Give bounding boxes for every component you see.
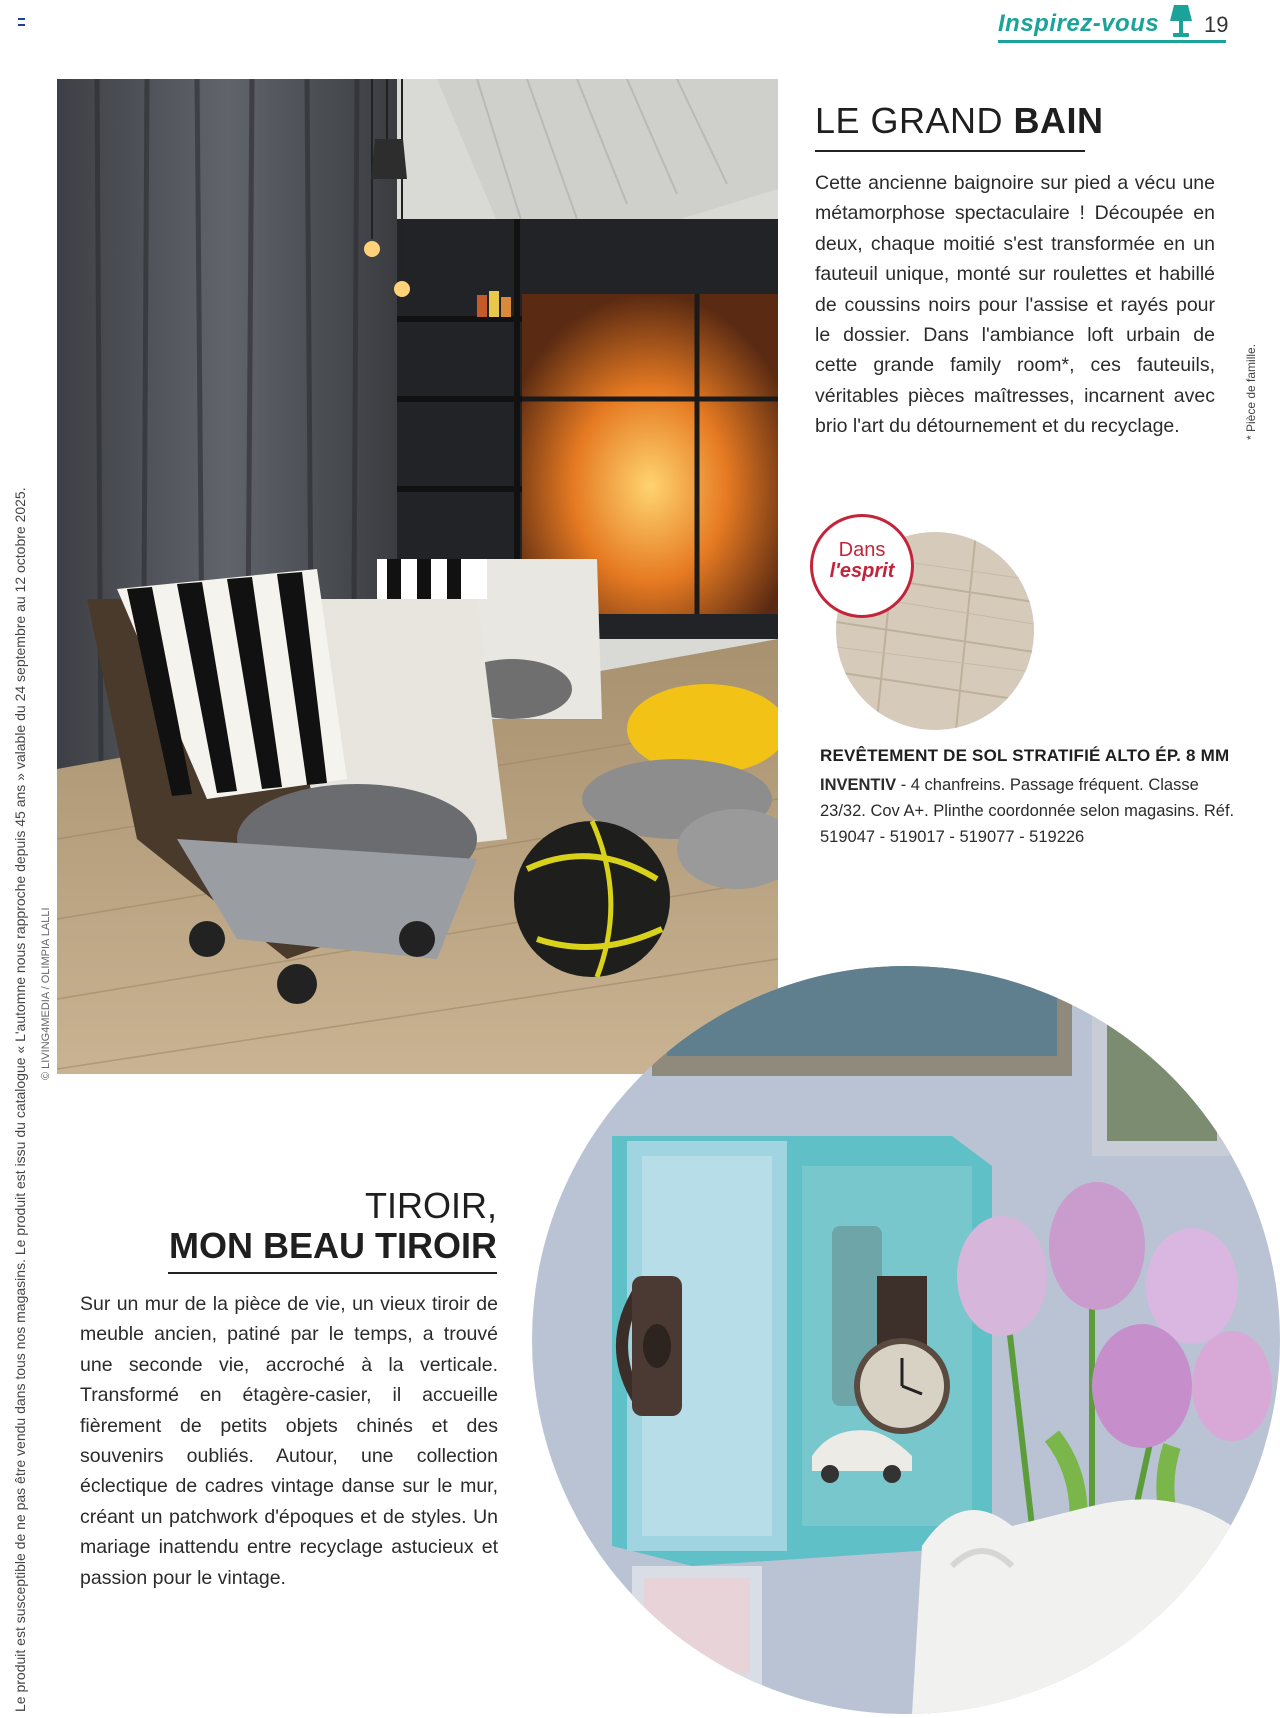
tiroir-body: Sur un mur de la pièce de vie, un vieux tiroir de meuble ancien, patiné par le temps, a trouvé une seconde vie, accroché à la verticale. Transformé en étagère-casier, il accueille fièrement de petits objets chinés et des souvenirs oubliés. Autour, une collection éclectique de cadres vintage danse sur le mur, créant un patchwork d'époques et de styles. Un mariage inattendu entre recyclage astucieux et passion pour le vintage. — [80, 1293, 498, 1589]
brand-mark-icon — [18, 18, 25, 26]
vintage-drawer-photo — [532, 966, 1280, 1714]
footnote: * Pièce de famille. — [1244, 343, 1258, 440]
product-description — [820, 772, 1240, 850]
photo-credit-main: © LIVING4MEDIA / OLIMPIA LALLI — [40, 907, 52, 1080]
badge-line-2: l'esprit — [829, 560, 895, 582]
product-details: - 4 chanfreins. Passage fréquent. Classe 23/32. Cov A+. Plinthe coordonnée selon magasins. Réf. 519047 - 519017 - 519077 - 519226 — [820, 776, 1235, 846]
grand-bain-title-rule — [815, 150, 1085, 152]
grand-bain-title: LE GRAND BAIN — [815, 100, 1104, 141]
product-brand: INVENTIV — [820, 776, 897, 794]
tiroir-title — [100, 1186, 497, 1266]
section-title-underline — [998, 40, 1226, 43]
product-title: REVÊTEMENT DE SOL STRATIFIÉ ALTO ÉP. 8 MM — [820, 746, 1230, 765]
badge-line-1: Dans — [838, 539, 886, 561]
grand-bain-body: Cette ancienne baignoire sur pied a vécu une métamorphose spectaculaire ! Découpée en deux, chaque moitié s'est transformée en un fauteuil unique, monté sur roulettes et habillé de coussins noirs pour l'assise et rayés pour le dossier. Dans l'ambiance loft urbain de cette grande family room*, ces fauteuils, véritables pièces maîtresses, incarnent avec brio l'art du détournement et du recyclage. — [815, 172, 1215, 438]
bathtub-armchair-photo — [57, 79, 778, 1074]
tiroir-title-line-2: MON BEAU TIROIR — [169, 1225, 497, 1266]
legal-disclaimer: Le produit est susceptible de ne pas être vendu dans tous nos magasins. Le produit est issu du catalogue « L'automne nous rapproche depuis 45 ans » valable du 24 septembre au 12 octobre 2025. — [12, 487, 28, 1712]
page-number: 19 — [1204, 12, 1229, 37]
tiroir-title-rule — [168, 1272, 497, 1274]
section-title: Inspirez-vous — [998, 10, 1160, 37]
tiroir-title-line-1: TIROIR, — [365, 1185, 497, 1226]
dans-lesprit-badge — [810, 514, 914, 618]
lamp-icon — [1168, 4, 1194, 38]
